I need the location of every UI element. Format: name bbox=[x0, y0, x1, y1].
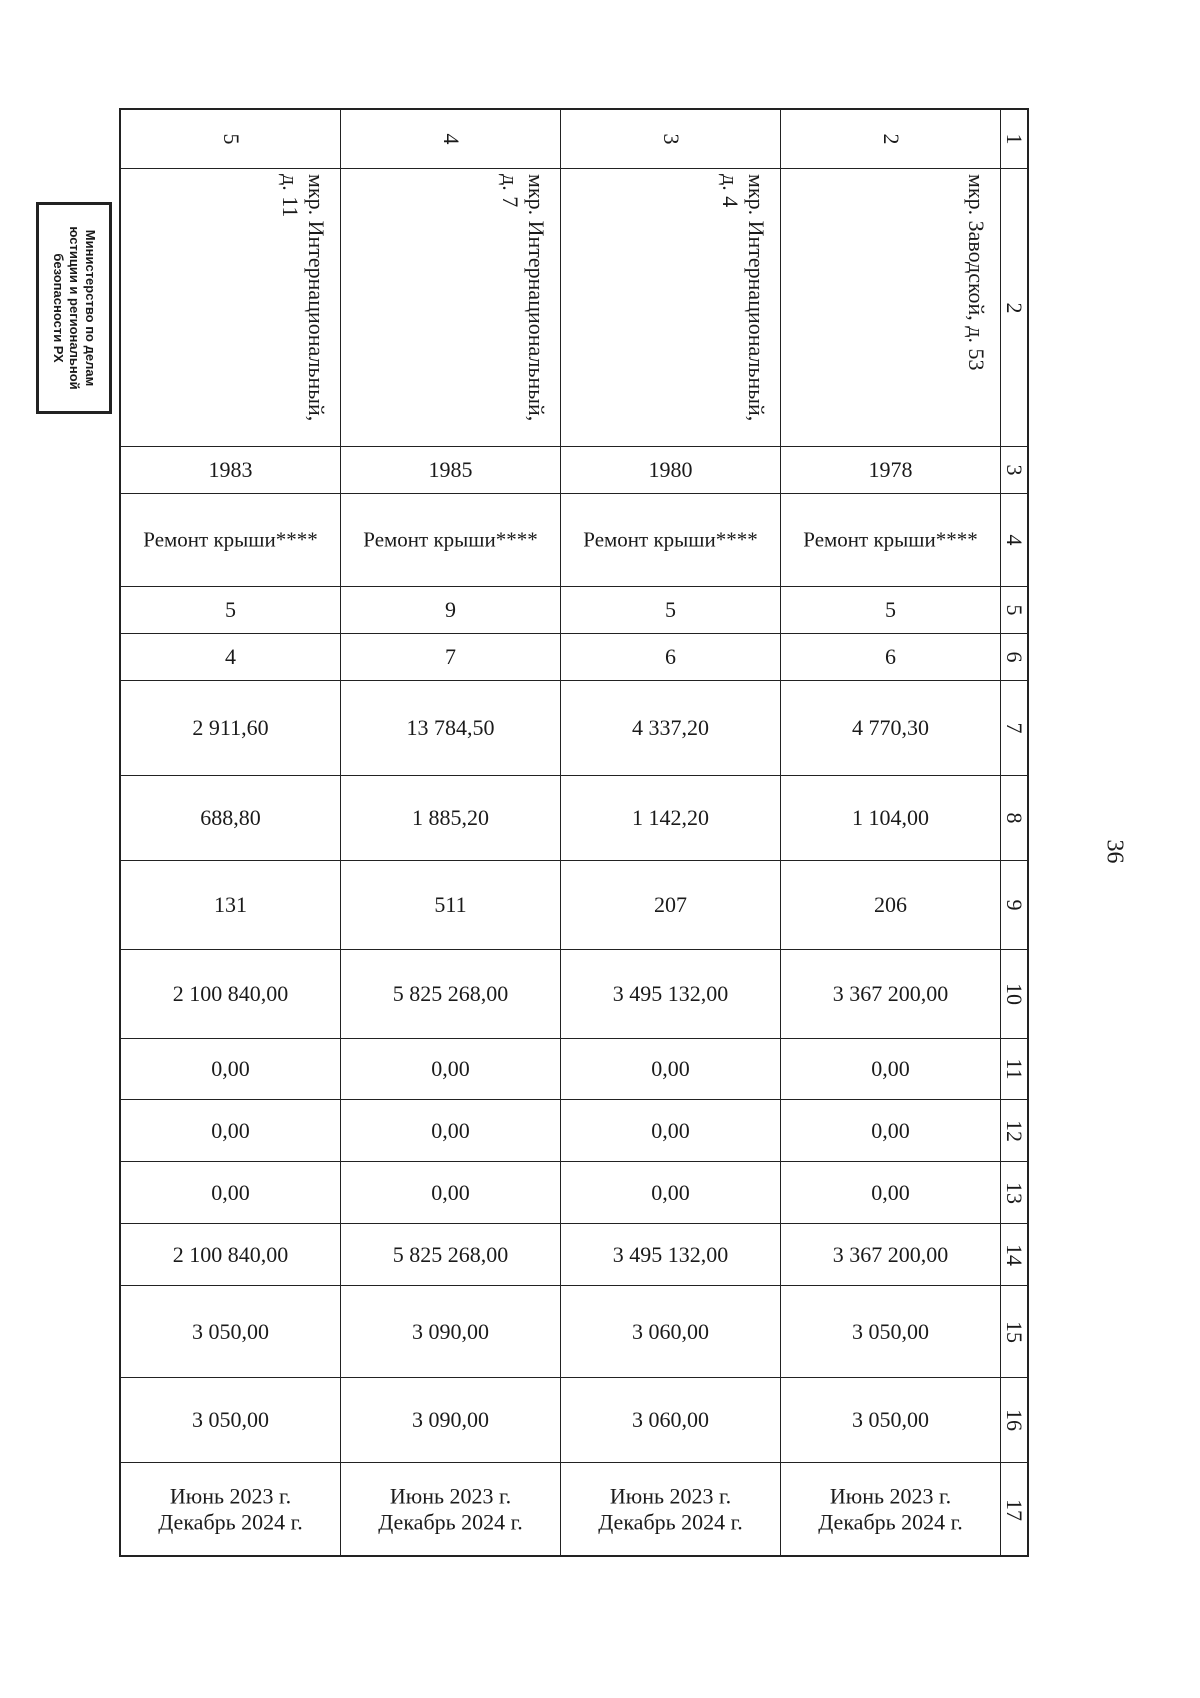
column-number-cell bbox=[1001, 1162, 1027, 1224]
value-c7: 4 337,20 bbox=[632, 714, 709, 740]
column-number-cell bbox=[1001, 1378, 1027, 1463]
cell-c14 bbox=[561, 1224, 781, 1286]
address bbox=[351, 174, 551, 442]
column-number: 13 bbox=[1002, 1181, 1027, 1204]
value-c11: 0,00 bbox=[431, 1055, 470, 1081]
cell-num bbox=[121, 110, 341, 169]
address bbox=[791, 174, 991, 442]
value-c12: 0,00 bbox=[871, 1117, 910, 1143]
value-c16: 3 050,00 bbox=[192, 1406, 269, 1432]
value-year: 1980 bbox=[648, 456, 693, 482]
cell-c14 bbox=[781, 1224, 1001, 1286]
value-c16: 3 090,00 bbox=[412, 1406, 489, 1432]
column-number: 3 bbox=[1002, 464, 1027, 476]
cell-c13 bbox=[561, 1162, 781, 1224]
value-c16: 3 060,00 bbox=[632, 1406, 709, 1432]
address bbox=[571, 174, 771, 442]
address-line: мкр. Интернациональный, bbox=[743, 173, 769, 421]
cell-c8 bbox=[341, 776, 561, 861]
period-line: Декабрь 2024 г. bbox=[818, 1509, 963, 1535]
column-number-cell bbox=[1001, 447, 1027, 494]
cell-c11 bbox=[781, 1039, 1001, 1100]
value-c16: 3 050,00 bbox=[852, 1406, 929, 1432]
value-c5: 9 bbox=[445, 596, 456, 622]
cell-c15 bbox=[561, 1286, 781, 1378]
stamp-line-2: юстиции и региональной bbox=[67, 226, 82, 390]
cell-c11 bbox=[561, 1039, 781, 1100]
cell-work bbox=[781, 494, 1001, 587]
column-number: 12 bbox=[1002, 1119, 1027, 1142]
cell-c5 bbox=[341, 587, 561, 634]
value-c10: 3 367 200,00 bbox=[832, 980, 949, 1006]
cell-c16 bbox=[561, 1378, 781, 1463]
column-number: 9 bbox=[1002, 899, 1027, 911]
value-year: 1985 bbox=[428, 456, 473, 482]
work-period bbox=[818, 1483, 962, 1536]
value-c14: 5 825 268,00 bbox=[392, 1241, 509, 1267]
cell-c10 bbox=[561, 950, 781, 1039]
column-number-cell bbox=[1001, 681, 1027, 776]
page-number: 36 bbox=[1101, 839, 1128, 864]
cell-c10 bbox=[781, 950, 1001, 1039]
value-c8: 1 885,20 bbox=[412, 804, 489, 830]
cell-work bbox=[121, 494, 341, 587]
record-number: 2 bbox=[878, 133, 904, 145]
period-line: Июнь 2023 г. bbox=[169, 1483, 292, 1509]
cell-c10 bbox=[341, 950, 561, 1039]
cell-c6 bbox=[781, 634, 1001, 681]
cell-c7 bbox=[121, 681, 341, 776]
repair-table bbox=[119, 108, 1029, 1557]
value-work: Ремонт крыши**** bbox=[363, 527, 538, 552]
column-number-cell bbox=[1001, 494, 1027, 587]
period-line: Декабрь 2024 г. bbox=[158, 1509, 303, 1535]
address-line: д. 4 bbox=[717, 173, 743, 207]
value-c15: 3 050,00 bbox=[852, 1318, 929, 1344]
column-number-cell bbox=[1001, 634, 1027, 681]
column-number-cell bbox=[1001, 110, 1027, 169]
value-c13: 0,00 bbox=[211, 1179, 250, 1205]
column-number: 7 bbox=[1002, 722, 1027, 734]
value-year: 1978 bbox=[868, 456, 913, 482]
cell-c5 bbox=[561, 587, 781, 634]
work-period bbox=[598, 1483, 742, 1536]
record-number: 3 bbox=[658, 133, 684, 145]
value-c13: 0,00 bbox=[431, 1179, 470, 1205]
value-c11: 0,00 bbox=[651, 1055, 690, 1081]
cell-c9 bbox=[781, 861, 1001, 950]
cell-c11 bbox=[121, 1039, 341, 1100]
cell-address bbox=[121, 169, 341, 447]
column-number-cell bbox=[1001, 776, 1027, 861]
cell-c5 bbox=[121, 587, 341, 634]
period-line: Июнь 2023 г. bbox=[609, 1483, 732, 1509]
stamp-text bbox=[50, 208, 98, 408]
record-number: 5 bbox=[218, 133, 244, 145]
cell-year bbox=[781, 447, 1001, 494]
column-number: 1 bbox=[1002, 133, 1027, 145]
value-c8: 1 142,20 bbox=[632, 804, 709, 830]
value-work: Ремонт крыши**** bbox=[143, 527, 318, 552]
value-c5: 5 bbox=[665, 596, 676, 622]
cell-c7 bbox=[341, 681, 561, 776]
cell-address bbox=[341, 169, 561, 447]
cell-address bbox=[781, 169, 1001, 447]
cell-c15 bbox=[781, 1286, 1001, 1378]
value-c14: 2 100 840,00 bbox=[172, 1241, 289, 1267]
value-c15: 3 060,00 bbox=[632, 1318, 709, 1344]
column-number: 16 bbox=[1002, 1409, 1027, 1431]
value-c6: 6 bbox=[885, 643, 896, 669]
stamp-line-1: Министерство по делам bbox=[83, 229, 98, 387]
column-number: 2 bbox=[1002, 302, 1027, 313]
cell-c17 bbox=[781, 1463, 1001, 1556]
value-c12: 0,00 bbox=[651, 1117, 690, 1143]
address-line: мкр. Интернациональный, bbox=[523, 173, 549, 421]
address bbox=[131, 174, 331, 442]
value-c10: 2 100 840,00 bbox=[172, 980, 289, 1006]
address-line: мкр. Заводской, д. 53 bbox=[963, 173, 989, 370]
cell-c13 bbox=[341, 1162, 561, 1224]
cell-c11 bbox=[341, 1039, 561, 1100]
column-number-cell bbox=[1001, 1224, 1027, 1286]
cell-c6 bbox=[121, 634, 341, 681]
value-c9: 207 bbox=[654, 891, 687, 917]
value-c11: 0,00 bbox=[871, 1055, 910, 1081]
value-c8: 1 104,00 bbox=[852, 804, 929, 830]
record-number: 4 bbox=[438, 133, 464, 145]
value-c9: 131 bbox=[214, 891, 247, 917]
cell-work bbox=[341, 494, 561, 587]
cell-c15 bbox=[121, 1286, 341, 1378]
column-number-cell bbox=[1001, 1100, 1027, 1162]
cell-c12 bbox=[781, 1100, 1001, 1162]
cell-c13 bbox=[121, 1162, 341, 1224]
column-number: 10 bbox=[1002, 983, 1027, 1005]
value-c15: 3 050,00 bbox=[192, 1318, 269, 1344]
value-c14: 3 495 132,00 bbox=[612, 1241, 729, 1267]
cell-year bbox=[561, 447, 781, 494]
period-line: Декабрь 2024 г. bbox=[378, 1509, 523, 1535]
value-c7: 13 784,50 bbox=[406, 714, 495, 740]
value-c9: 206 bbox=[874, 891, 907, 917]
cell-c6 bbox=[561, 634, 781, 681]
value-c10: 3 495 132,00 bbox=[612, 980, 729, 1006]
period-line: Июнь 2023 г. bbox=[389, 1483, 512, 1509]
column-number-cell bbox=[1001, 169, 1027, 447]
work-period bbox=[378, 1483, 522, 1536]
cell-c15 bbox=[341, 1286, 561, 1378]
cell-c12 bbox=[341, 1100, 561, 1162]
cell-c16 bbox=[341, 1378, 561, 1463]
cell-c9 bbox=[561, 861, 781, 950]
column-number: 5 bbox=[1002, 604, 1027, 616]
stamp-line-3: безопасности РХ bbox=[51, 253, 66, 363]
cell-num bbox=[561, 110, 781, 169]
value-year: 1983 bbox=[208, 456, 253, 482]
value-c8: 688,80 bbox=[200, 804, 261, 830]
column-number: 17 bbox=[1002, 1498, 1027, 1521]
value-c7: 4 770,30 bbox=[852, 714, 929, 740]
column-number-cell bbox=[1001, 1286, 1027, 1378]
cell-c6 bbox=[341, 634, 561, 681]
value-c13: 0,00 bbox=[651, 1179, 690, 1205]
cell-num bbox=[781, 110, 1001, 169]
cell-num bbox=[341, 110, 561, 169]
value-c9: 511 bbox=[434, 891, 467, 917]
column-number-cell bbox=[1001, 587, 1027, 634]
column-number-cell bbox=[1001, 861, 1027, 950]
cell-c17 bbox=[121, 1463, 341, 1556]
cell-year bbox=[121, 447, 341, 494]
value-c5: 5 bbox=[225, 596, 236, 622]
column-number-cell bbox=[1001, 1039, 1027, 1100]
work-period bbox=[158, 1483, 302, 1536]
value-c14: 3 367 200,00 bbox=[832, 1241, 949, 1267]
value-c5: 5 bbox=[885, 596, 896, 622]
column-number-cell bbox=[1001, 950, 1027, 1039]
cell-c8 bbox=[781, 776, 1001, 861]
cell-c14 bbox=[341, 1224, 561, 1286]
cell-year bbox=[341, 447, 561, 494]
value-c6: 7 bbox=[445, 643, 456, 669]
column-number: 11 bbox=[1002, 1058, 1027, 1080]
column-number: 4 bbox=[1002, 534, 1027, 546]
cell-c10 bbox=[121, 950, 341, 1039]
cell-work bbox=[561, 494, 781, 587]
value-c6: 6 bbox=[665, 643, 676, 669]
value-c10: 5 825 268,00 bbox=[392, 980, 509, 1006]
address-line: д. 11 bbox=[277, 173, 303, 217]
value-c12: 0,00 bbox=[211, 1117, 250, 1143]
cell-c17 bbox=[561, 1463, 781, 1556]
cell-c8 bbox=[561, 776, 781, 861]
value-c15: 3 090,00 bbox=[412, 1318, 489, 1344]
cell-c9 bbox=[341, 861, 561, 950]
column-number: 6 bbox=[1002, 651, 1027, 663]
address-line: мкр. Интернациональный, bbox=[303, 173, 329, 421]
cell-c13 bbox=[781, 1162, 1001, 1224]
column-number: 14 bbox=[1002, 1243, 1027, 1266]
cell-c7 bbox=[561, 681, 781, 776]
cell-c9 bbox=[121, 861, 341, 950]
value-c6: 4 bbox=[225, 643, 236, 669]
period-line: Декабрь 2024 г. bbox=[598, 1509, 743, 1535]
column-number: 8 bbox=[1002, 812, 1027, 824]
cell-c5 bbox=[781, 587, 1001, 634]
value-c12: 0,00 bbox=[431, 1117, 470, 1143]
value-c7: 2 911,60 bbox=[192, 714, 269, 740]
cell-c17 bbox=[341, 1463, 561, 1556]
value-work: Ремонт крыши**** bbox=[583, 527, 758, 552]
cell-c16 bbox=[121, 1378, 341, 1463]
cell-c8 bbox=[121, 776, 341, 861]
cell-c7 bbox=[781, 681, 1001, 776]
column-number: 15 bbox=[1002, 1320, 1027, 1343]
address-line: д. 7 bbox=[497, 173, 523, 207]
column-number-cell bbox=[1001, 1463, 1027, 1556]
cell-address bbox=[561, 169, 781, 447]
value-c13: 0,00 bbox=[871, 1179, 910, 1205]
period-line: Июнь 2023 г. bbox=[829, 1483, 952, 1509]
cell-c12 bbox=[121, 1100, 341, 1162]
cell-c16 bbox=[781, 1378, 1001, 1463]
value-c11: 0,00 bbox=[211, 1055, 250, 1081]
ministry-stamp bbox=[36, 202, 112, 414]
cell-c14 bbox=[121, 1224, 341, 1286]
value-work: Ремонт крыши**** bbox=[803, 527, 978, 552]
cell-c12 bbox=[561, 1100, 781, 1162]
